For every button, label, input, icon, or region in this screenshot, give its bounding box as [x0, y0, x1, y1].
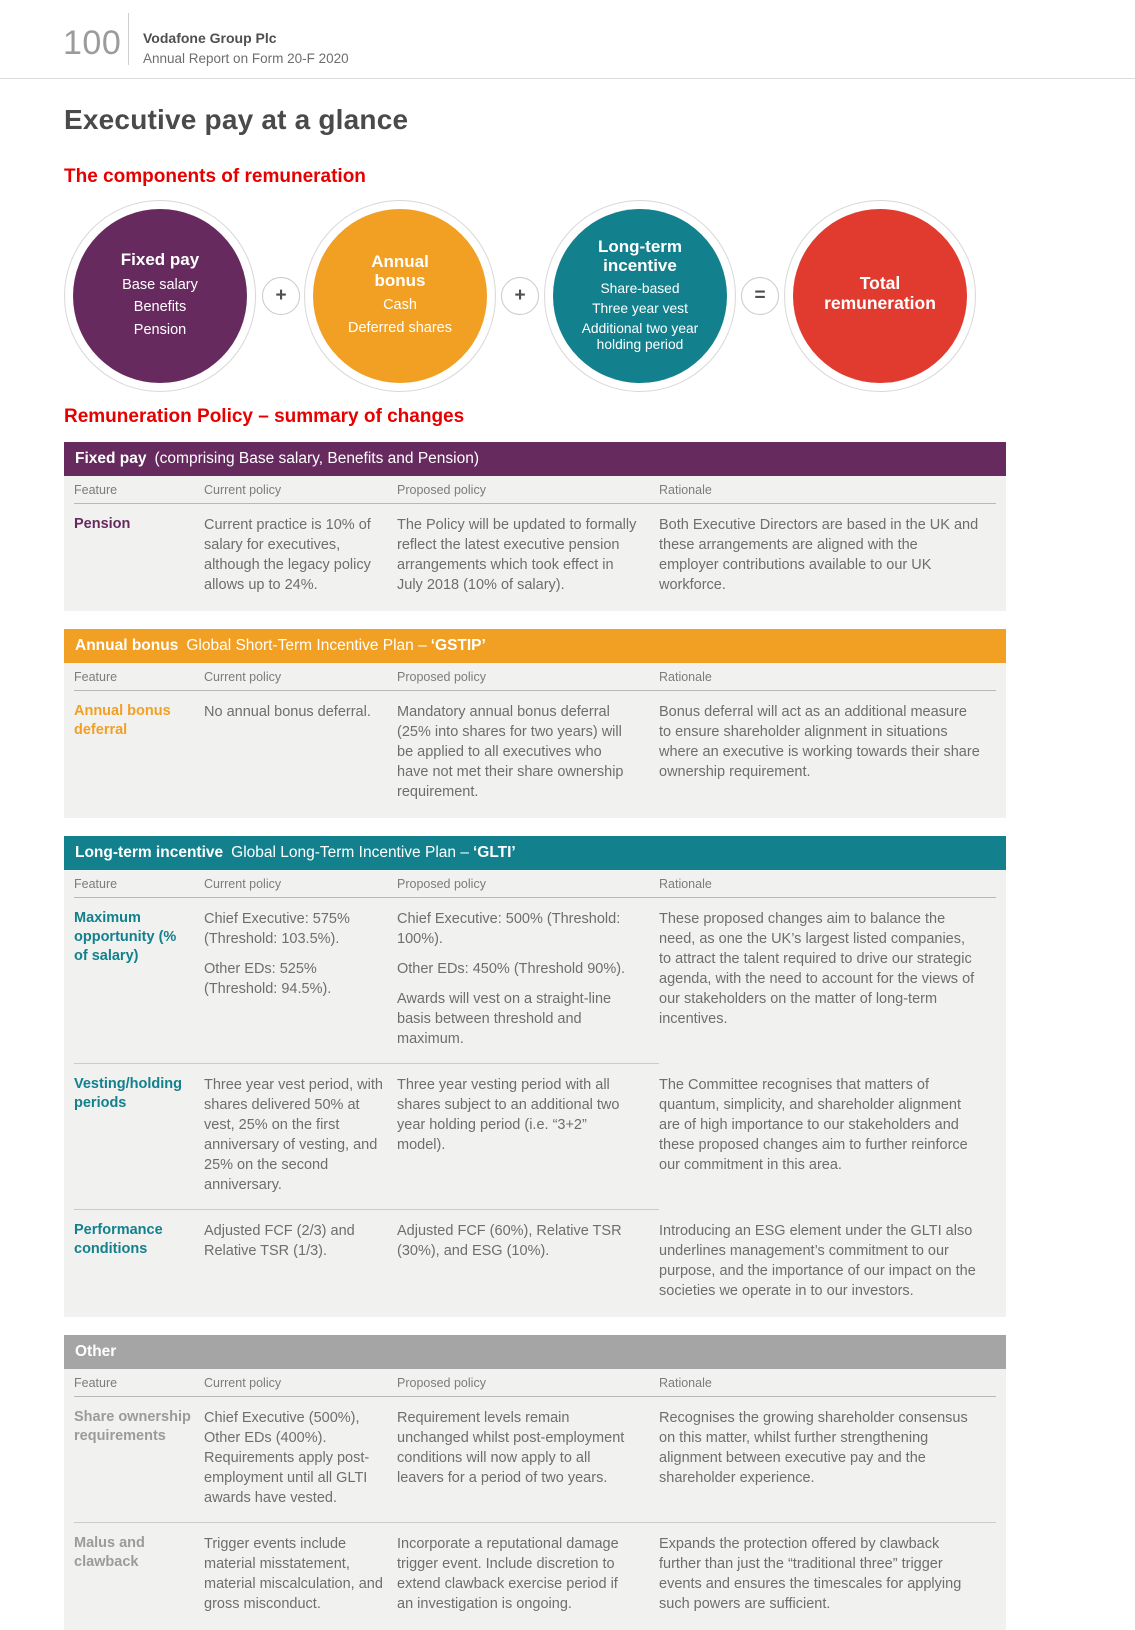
table-body — [64, 1369, 1006, 1630]
circle-annual-bonus — [313, 209, 487, 383]
section-bar — [64, 1335, 1006, 1369]
column-header-feature: Feature — [74, 670, 118, 684]
paragraph: Chief Executive: 500% (Threshold: 100%). — [397, 911, 621, 947]
cell-proposed-policy — [397, 1397, 659, 1522]
table-row — [74, 1397, 996, 1522]
section-bar — [64, 629, 1006, 663]
cell-rationale — [659, 1064, 996, 1209]
cell-proposed-policy — [397, 504, 659, 609]
circle-line: Share-based — [600, 281, 680, 297]
section-fixed-pay — [64, 442, 1006, 611]
section-annual-bonus — [64, 629, 1006, 818]
cell-proposed-policy — [397, 1523, 659, 1628]
paragraph: No annual bonus deferral. — [204, 704, 371, 720]
cell-current-policy — [204, 1523, 397, 1628]
paragraph: These proposed changes aim to balance the need, as one the UK’s largest listed companies, to attract the talent required to drive our strategic agenda, with the need to account for the views of our stakeholders on the matter of long-term incentives. — [659, 911, 975, 1027]
policy-tables — [64, 442, 1006, 1630]
circle-line: Additional two year holding period — [581, 321, 699, 352]
section-title: Annual bonus — [75, 637, 179, 654]
paragraph: Chief Executive (500%), Other EDs (400%). Requirements apply post-employment until all GLTI awards have vested. — [204, 1410, 370, 1506]
paragraph: Three year vesting period with all shares subject to an additional two year holding period (i.e. “3+2” model). — [397, 1077, 620, 1153]
circle-title: Long-term incentive — [597, 237, 683, 276]
column-header-feature: Feature — [74, 483, 118, 497]
paragraph: The Committee recognises that matters of quantum, simplicity, and shareholder alignment are of high importance to our stakeholders and these proposed changes aim to further reinforce our commitment in this area. — [659, 1077, 968, 1173]
section-subtitle: (comprising Base salary, Benefits and Pension) — [154, 450, 480, 467]
paragraph: Trigger events include material misstatement, material miscalculation, and gross misconduct. — [204, 1536, 383, 1612]
cell-proposed-policy — [397, 691, 659, 816]
table-body — [64, 870, 1006, 1317]
paragraph: Both Executive Directors are based in the UK and these arrangements are aligned with the employer contributions available to our UK workforce. — [659, 517, 979, 593]
circle-long-term-incentive — [553, 209, 727, 383]
report-name: Annual Report on Form 20-F 2020 — [143, 50, 349, 66]
paragraph: Adjusted FCF (2/3) and Relative TSR (1/3). — [204, 1223, 355, 1259]
section-title: Fixed pay — [75, 450, 147, 467]
components-diagram — [0, 198, 1135, 398]
cell-feature: Pension — [74, 516, 131, 532]
paragraph: Other EDs: 450% (Threshold 90%). — [397, 961, 626, 977]
column-header-proposed: Proposed policy — [397, 877, 486, 891]
paragraph: Other EDs: 525% (Threshold: 94.5%). — [204, 961, 332, 997]
company-block — [143, 29, 349, 68]
circle-ring — [784, 200, 976, 392]
section-subtitle-plan-code: ‘GSTIP’ — [430, 637, 486, 654]
table-row — [74, 1523, 996, 1628]
cell-current-policy — [204, 504, 397, 609]
paragraph: Expands the protection offered by clawback further than just the “traditional three” trigger events and ensures the timescales for applying such powers are sufficient. — [659, 1536, 962, 1612]
section-long-term-incentive — [64, 836, 1006, 1317]
cell-feature: Annual bonus deferral — [74, 703, 171, 738]
company-name: Vodafone Group Plc — [143, 30, 277, 46]
column-headers — [74, 476, 996, 504]
table-body — [64, 476, 1006, 611]
header-divider — [128, 13, 129, 65]
column-header-rationale: Rationale — [659, 877, 712, 891]
section-subtitle: Global Short-Term Incentive Plan – — [186, 637, 427, 654]
table-row — [74, 1064, 996, 1209]
section-title: Long-term incentive — [75, 844, 224, 861]
circle-title: Fixed pay — [120, 250, 200, 270]
page-number: 100 — [63, 24, 122, 62]
circle-line: Three year vest — [592, 301, 688, 317]
cell-current-policy — [204, 691, 397, 816]
components-heading: The components of remuneration — [64, 166, 366, 187]
circle-title: Total remuneration — [824, 273, 936, 313]
circle-ring — [64, 200, 256, 392]
paragraph: Bonus deferral will act as an additional measure to ensure shareholder alignment in situations where an executive is working towards their share ownership requirement. — [659, 704, 980, 780]
cell-current-policy — [204, 1210, 397, 1315]
paragraph: Requirement levels remain unchanged whilst post-employment conditions will now apply to all leavers for a period of two years. — [397, 1410, 625, 1486]
paragraph: The Policy will be updated to formally reflect the latest executive pension arrangements which took effect in July 2018 (10% of salary). — [397, 517, 637, 593]
cell-current-policy — [204, 1397, 397, 1522]
table-row — [74, 898, 996, 1063]
table-row — [74, 691, 996, 816]
column-header-feature: Feature — [74, 877, 118, 891]
cell-feature: Performance conditions — [74, 1222, 163, 1257]
section-other — [64, 1335, 1006, 1630]
paragraph: Recognises the growing shareholder consensus on this matter, whilst further strengthening alignment between executive pay and the shareholder experience. — [659, 1410, 968, 1486]
circle-line: Pension — [133, 321, 187, 338]
column-header-rationale: Rationale — [659, 1376, 712, 1390]
plus-icon: + — [501, 277, 539, 315]
policy-heading: Remuneration Policy – summary of changes — [64, 406, 465, 427]
paragraph: Current practice is 10% of salary for executives, although the legacy policy allows up to 24%. — [204, 517, 371, 593]
plus-icon: + — [262, 277, 300, 315]
paragraph: Chief Executive: 575% (Threshold: 103.5%). — [204, 911, 350, 947]
column-header-current: Current policy — [204, 1376, 282, 1390]
cell-rationale — [659, 1397, 996, 1522]
page-header — [0, 0, 1135, 79]
circle-line: Base salary — [122, 276, 198, 293]
cell-current-policy — [204, 898, 397, 1063]
section-bar — [64, 442, 1006, 476]
cell-feature: Malus and clawback — [74, 1535, 145, 1570]
paragraph: Awards will vest on a straight-line basis between threshold and maximum. — [397, 991, 612, 1047]
cell-rationale — [659, 898, 996, 1063]
column-headers — [74, 1369, 996, 1397]
column-header-proposed: Proposed policy — [397, 483, 486, 497]
circle-fixed-pay — [73, 209, 247, 383]
column-header-current: Current policy — [204, 483, 282, 497]
paragraph: Introducing an ESG element under the GLTI also underlines management’s commitment to our purpose, and the importance of our impact on the societies we operate in to our investors. — [659, 1223, 976, 1299]
circle-line: Cash — [383, 297, 417, 314]
column-header-proposed: Proposed policy — [397, 670, 486, 684]
cell-rationale — [659, 1210, 996, 1315]
cell-feature: Share ownership requirements — [74, 1409, 191, 1444]
cell-proposed-policy — [397, 1064, 659, 1209]
column-header-feature: Feature — [74, 1376, 118, 1390]
paragraph: Incorporate a reputational damage trigger event. Include discretion to extend clawback exercise period if an investigation is ongoing. — [397, 1536, 619, 1612]
circle-total-remuneration — [793, 209, 967, 383]
paragraph: Mandatory annual bonus deferral (25% into shares for two years) will be applied to all executives who have not met their share ownership requirement. — [397, 704, 624, 800]
column-headers — [74, 663, 996, 691]
section-subtitle-plan-code: ‘GLTI’ — [472, 844, 516, 861]
section-bar — [64, 836, 1006, 870]
circle-ring — [544, 200, 736, 392]
table-row — [74, 1210, 996, 1315]
paragraph: Adjusted FCF (60%), Relative TSR (30%), and ESG (10%). — [397, 1223, 622, 1259]
section-title: Other — [75, 1343, 117, 1360]
circle-line: Deferred shares — [348, 320, 452, 337]
column-header-rationale: Rationale — [659, 483, 712, 497]
cell-proposed-policy — [397, 898, 659, 1063]
cell-proposed-policy — [397, 1210, 659, 1315]
cell-current-policy — [204, 1064, 397, 1209]
column-header-rationale: Rationale — [659, 670, 712, 684]
table-body — [64, 663, 1006, 818]
section-subtitle: Global Long-Term Incentive Plan – — [231, 844, 469, 861]
cell-feature: Vesting/holding periods — [74, 1076, 182, 1111]
column-header-proposed: Proposed policy — [397, 1376, 486, 1390]
column-headers — [74, 870, 996, 898]
table-row — [74, 504, 996, 609]
circle-line: Benefits — [133, 299, 187, 316]
equals-icon: = — [741, 277, 779, 315]
cell-rationale — [659, 1523, 996, 1628]
column-header-current: Current policy — [204, 877, 282, 891]
page-title: Executive pay at a glance — [64, 104, 409, 135]
cell-feature: Maximum opportunity (% of salary) — [74, 910, 177, 964]
cell-rationale — [659, 504, 996, 609]
circle-ring — [304, 200, 496, 392]
cell-rationale — [659, 691, 996, 816]
column-header-current: Current policy — [204, 670, 282, 684]
circle-title: Annual bonus — [371, 252, 429, 291]
paragraph: Three year vest period, with shares delivered 50% at vest, 25% on the first anniversary of vesting, and 25% on the second anniversary. — [204, 1077, 383, 1193]
